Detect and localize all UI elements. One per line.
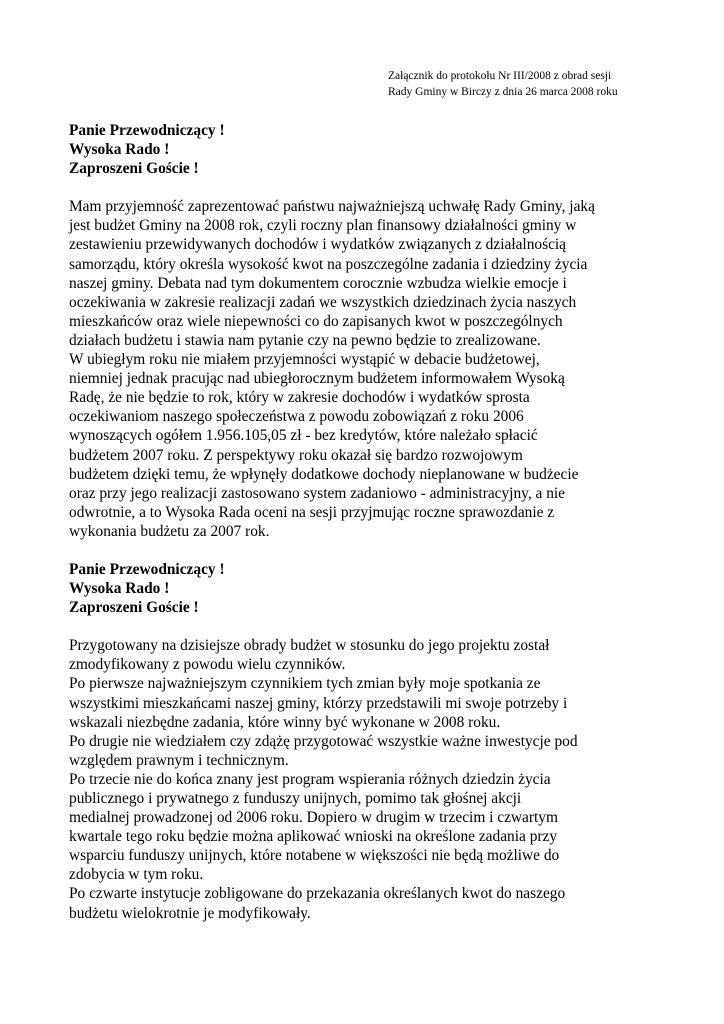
text-line: publicznego i prywatnego z funduszy unijnych, pomimo tak głośnej akcji [69, 790, 522, 807]
text-line: jest budżet Gminy na 2008 rok, czyli roczny plan finansowy działalności gminy w [69, 217, 577, 235]
text-line: naszej gminy. Debata nad tym dokumentem corocznie wzbudza wielkie emocje i [69, 274, 567, 292]
speech-body [69, 121, 669, 923]
text-line: Mam przyjemność zaprezentować państwu najważniejszą uchwałę Rady Gminy, jaką [69, 198, 595, 216]
text-line: zmodyfikowany z powodu wielu czynników. [69, 656, 346, 674]
header-line-1: Załącznik do protokołu Nr III/2008 z obrad sesji [388, 70, 612, 82]
text-line: budżetem 2007 roku. Z perspektywy roku okazał się bardzo rozwojowym [69, 446, 523, 464]
text-line: budżetem dzięki temu, że wpłynęły dodatkowe dochody nieplanowane w budżecie [69, 465, 579, 483]
salutation-council: Wysoka Rado ! [69, 141, 170, 159]
text-line: wynoszących ogółem 1.956.105,05 zł - bez kredytów, które należało spłacić [69, 427, 538, 445]
text-line: Po trzecie nie do końca znany jest program wspierania różnych dziedzin życia [69, 770, 551, 788]
text-line: kwartale tego roku będzie można aplikować wnioski na określone zadania przy [69, 828, 558, 846]
text-line: oraz przy jego realizacji zastosowano system zadaniowo - administracyjny, a nie [69, 484, 566, 502]
text-line: zdobycia w tym roku. [69, 866, 204, 884]
text-line: wszystkimi mieszkańcami naszej gminy, którzy przedstawili mi swoje potrzeby i [69, 694, 568, 712]
text-line: względem prawnym i technicznym. [69, 751, 289, 769]
text-line: wskazali niezbędne zadania, które winny być wykonane w 2008 roku. [69, 713, 501, 731]
text-line: Przygotowany na dzisiejsze obrady budżet w stosunku do jego projektu został [69, 637, 550, 655]
text-line: oczekiwania w zakresie realizacji zadań we wszystkich dziedzinach życia naszych [69, 293, 577, 311]
header-line-2: Rady Gminy w Birczy z dnia 26 marca 2008 roku [388, 86, 618, 98]
text-line: samorządu, który określa wysokość kwot na poszczególne zadania i dziedziny życia [69, 255, 588, 273]
salutation-guests: Zaproszeni Goście ! [69, 160, 199, 178]
salutation-chairman: Panie Przewodniczący ! [69, 122, 225, 139]
text-line: oczekiwaniom naszego społeczeństwa z powodu zobowiązań z roku 2006 [69, 408, 524, 426]
text-line: odwrotnie, a to Wysoka Rada oceni na sesji przyjmując roczne sprawozdanie z [69, 503, 555, 521]
salutation-guests: Zaproszeni Goście ! [69, 599, 199, 617]
text-line: działach budżetu i stawia nam pytanie czy na pewno będzie to zrealizowane. [69, 331, 541, 349]
salutation-chairman: Panie Przewodniczący ! [69, 560, 225, 578]
paragraph-budget-intro [69, 197, 669, 541]
salutation-block-2 [69, 560, 669, 617]
text-line: wykonania budżetu za 2007 rok. [69, 522, 270, 540]
salutation-block-1 [69, 121, 669, 178]
text-line: Po czwarte instytucje zobligowane do przekazania określanych kwot do naszego [69, 885, 566, 903]
text-line: Radę, że nie będzie to rok, który w zakresie dochodów i wydatków sprosta [69, 389, 530, 407]
text-line: budżetu wielokrotnie je modyfikowały. [69, 904, 311, 922]
text-line: zestawieniu przewidywanych dochodów i wydatków związanych z działalnością [69, 236, 567, 254]
paragraph-budget-changes [69, 636, 669, 922]
salutation-council: Wysoka Rado ! [69, 580, 170, 598]
text-line: Po drugie nie wiedziałem czy zdążę przygotować wszystkie ważne inwestycje pod [69, 732, 578, 750]
text-line: W ubiegłym roku nie miałem przyjemności wystąpić w debacie budżetowej, [69, 351, 540, 369]
attachment-header [388, 68, 718, 100]
text-line: Po pierwsze najważniejszym czynnikiem tych zmian były moje spotkania ze [69, 675, 541, 693]
text-line: niemniej jednak pracując nad ubiegłorocznym budżetem informowałem Wysoką [69, 370, 565, 388]
text-line: medialnej prowadzonej od 2006 roku. Dopiero w drugim w trzecim i czwartym [69, 809, 558, 827]
text-line: wsparciu funduszy unijnych, które notabene w większości nie będą możliwe do [69, 847, 560, 865]
text-line: mieszkańców oraz wiele niepewności co do zapisanych kwot w poszczególnych [69, 312, 563, 330]
